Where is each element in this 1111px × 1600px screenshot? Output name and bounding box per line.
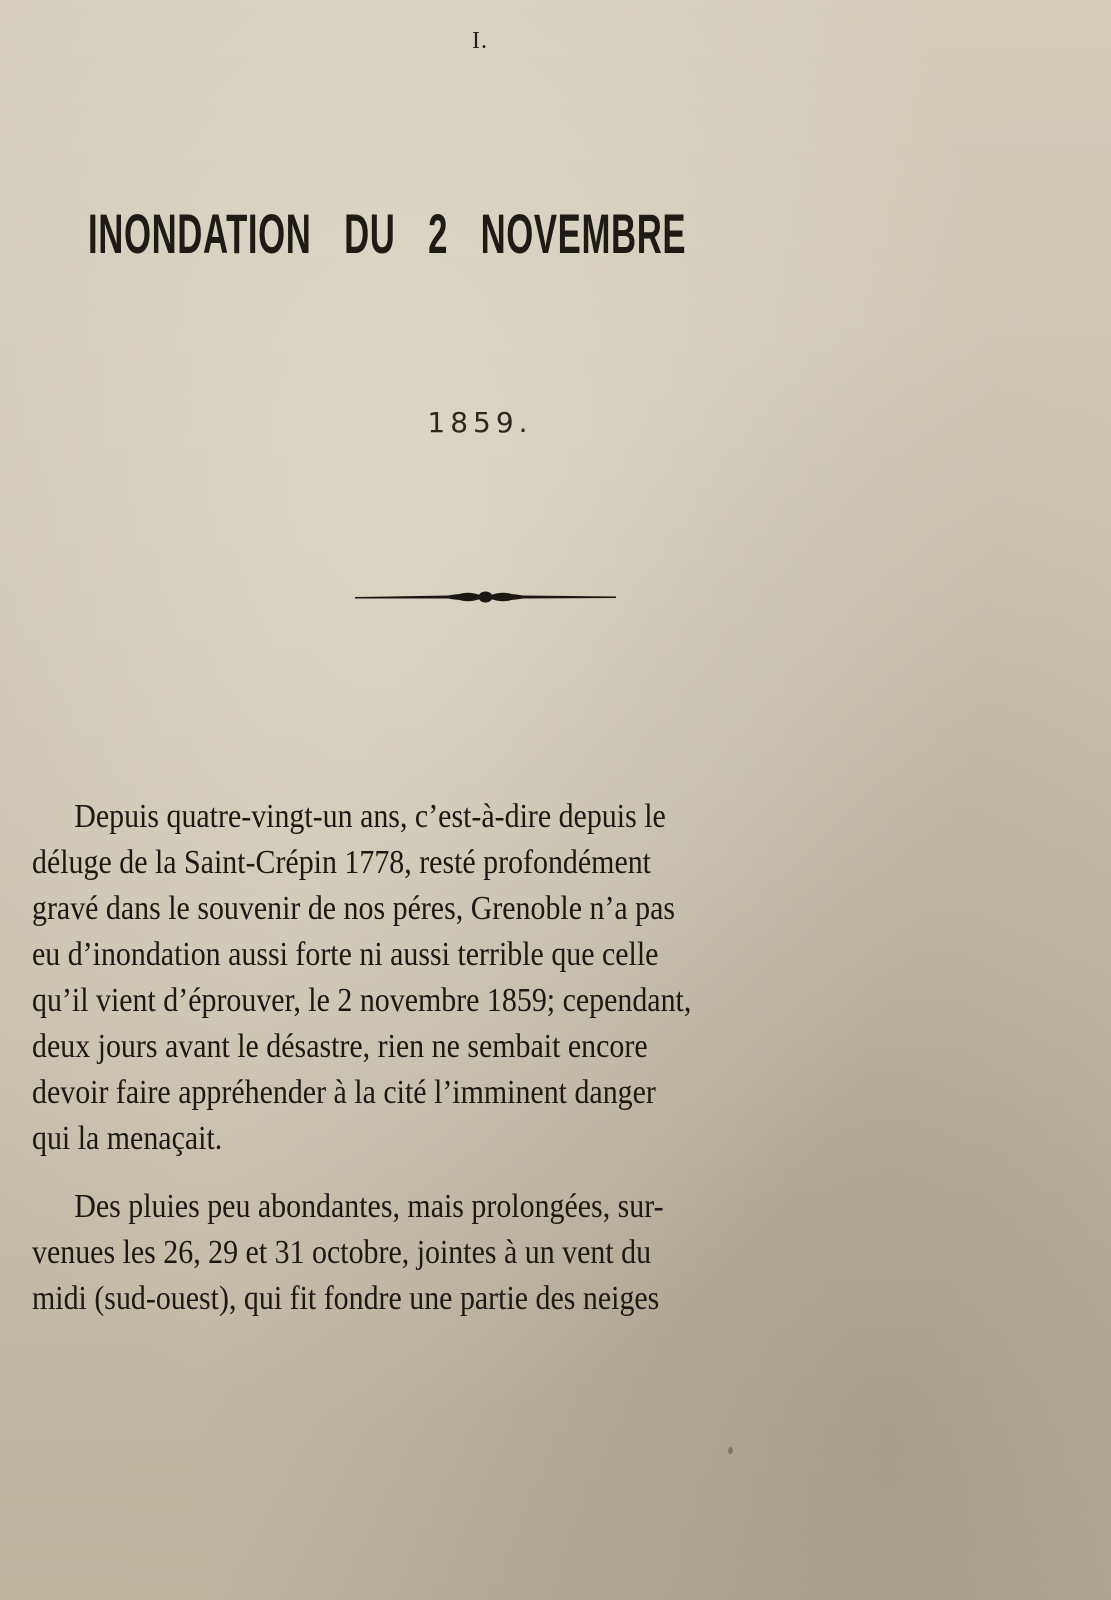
text-line: gravé dans le souvenir de nos péres, Grenoble n’a pas	[32, 890, 676, 927]
chapter-title: INONDATION DU 2 NOVEMBRE	[88, 202, 687, 265]
paragraph-2	[32, 1184, 952, 1322]
chapter-number: I.	[472, 28, 488, 54]
text-line: qui la menaçait.	[32, 1120, 223, 1157]
text-line: venues les 26, 29 et 31 octobre, jointes à un vent du	[32, 1234, 652, 1271]
text-line: eu d’inondation aussi forte ni aussi terrible que celle	[32, 936, 659, 973]
body-text	[32, 794, 952, 1344]
text-line: Depuis quatre-vingt-un ans, c’est-à-dire depuis le	[74, 798, 666, 835]
text-line: midi (sud-ouest), qui fit fondre une partie des neiges	[32, 1280, 660, 1317]
fleuron-divider-icon	[353, 585, 618, 609]
chapter-year: 1859.	[427, 406, 533, 439]
text-line: déluge de la Saint-Crépin 1778, resté profondément	[32, 844, 652, 881]
text-line: Des pluies peu abondantes, mais prolongées, sur-	[74, 1188, 664, 1225]
text-line: deux jours avant le désastre, rien ne sembait encore	[32, 1028, 648, 1065]
paragraph-1	[32, 794, 952, 1162]
text-line: devoir faire appréhender à la cité l’imminent danger	[32, 1074, 656, 1111]
paper-speck	[728, 1447, 733, 1454]
text-line: qu’il vient d’éprouver, le 2 novembre 1859; cependant,	[32, 982, 692, 1019]
